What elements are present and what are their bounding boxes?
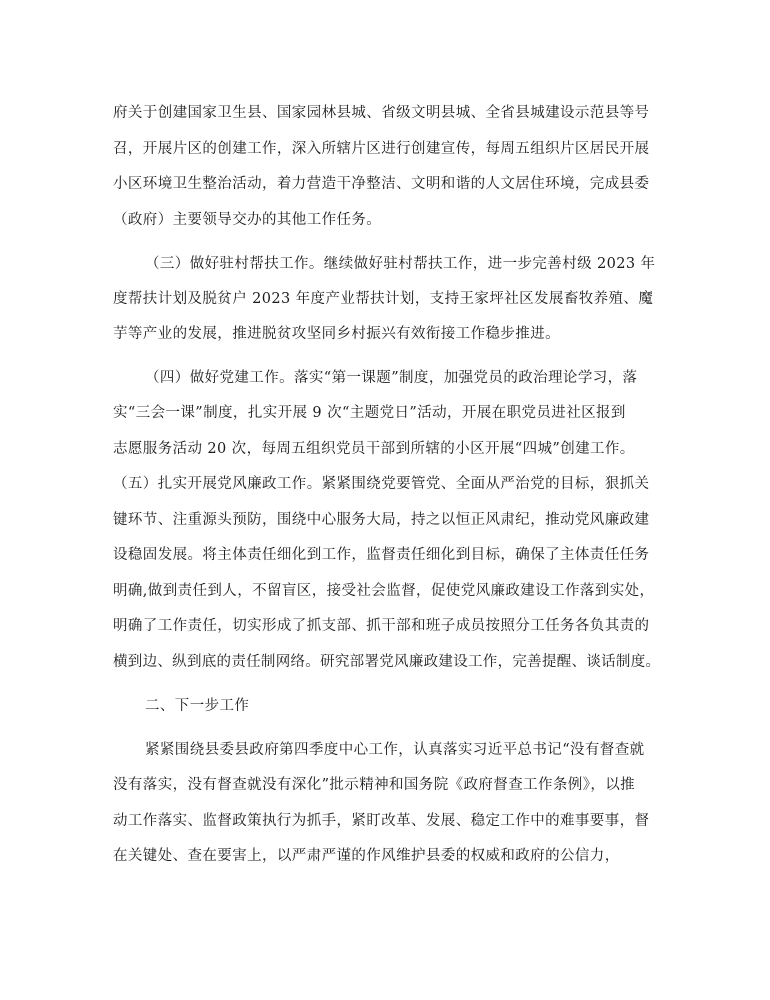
text-line: （政府）主要领导交办的其他工作任务。: [113, 212, 382, 228]
text-line: 在关键处、查在要害上，以严肃严谨的作风维护县委的权威和政府的公信力，: [113, 848, 620, 864]
text-line: 键环节、注重源头预防，围绕中心服务大局，持之以恒正风肃纪，推动党风廉政建: [113, 512, 650, 528]
text-line: 实“三会一课”制度，扎实开展 9 次“主题党日”活动，开展在职党员进社区报到: [113, 405, 626, 421]
text-line: 紧紧围绕县委县政府第四季度中心工作，认真落实习近平总书记“没有督查就: [145, 742, 645, 758]
text-line: （五）扎实开展党风廉政工作。紧紧围绕党要管党、全面从严治党的目标，狠抓关: [113, 476, 650, 492]
text-line: （四）做好党建工作。落实“第一课题”制度，加强党员的政治理论学习，落: [145, 370, 638, 386]
text-line: 芋等产业的发展，推进脱贫攻坚同乡村振兴有效衔接工作稳步推进。: [113, 326, 560, 342]
text-line: 没有落实，没有督查就没有深化”批示精神和国务院《政府督查工作条例》，以推: [113, 777, 636, 793]
text-line: 明确了工作责任，切实形成了抓支部、抓干部和班子成员按照分工任务各负其责的: [113, 618, 650, 634]
section-heading: 二、下一步工作: [145, 698, 250, 714]
text-line: 设稳固发展。将主体责任细化到工作，监督责任细化到目标，确保了主体责任任务: [113, 547, 650, 563]
text-line: 府关于创建国家卫生县、国家园林县城、省级文明县城、全省县城建设示范县等号: [113, 105, 650, 121]
text-line: 召，开展片区的创建工作，深入所辖片区进行创建宣传，每周五组织片区居民开展: [113, 141, 650, 157]
text-line: 动工作落实、监督政策执行为抓手，紧盯改革、发展、稳定工作中的难事要事，督: [113, 813, 650, 829]
text-line: 横到边、纵到底的责任制网络。研究部署党风廉政建设工作，完善提醒、谈话制度。: [113, 654, 661, 670]
text-line: 度帮扶计划及脱贫户 2023 年度产业帮扶计划，支持王家坪社区发展畜牧养殖、魔: [113, 291, 654, 307]
text-line: 明确,做到责任到人，不留盲区，接受社会监督，促使党风廉政建设工作落到实处，: [113, 583, 655, 599]
text-line: （三）做好驻村帮扶工作。继续做好驻村帮扶工作，进一步完善村级 2023 年: [145, 256, 656, 272]
text-line: 志愿服务活动 20 次，每周五组织党员干部到所辖的小区开展“四城”创建工作。: [113, 441, 635, 457]
text-line: 小区环境卫生整治活动，着力营造干净整洁、文明和谐的人文居住环境，完成县委: [113, 176, 650, 192]
